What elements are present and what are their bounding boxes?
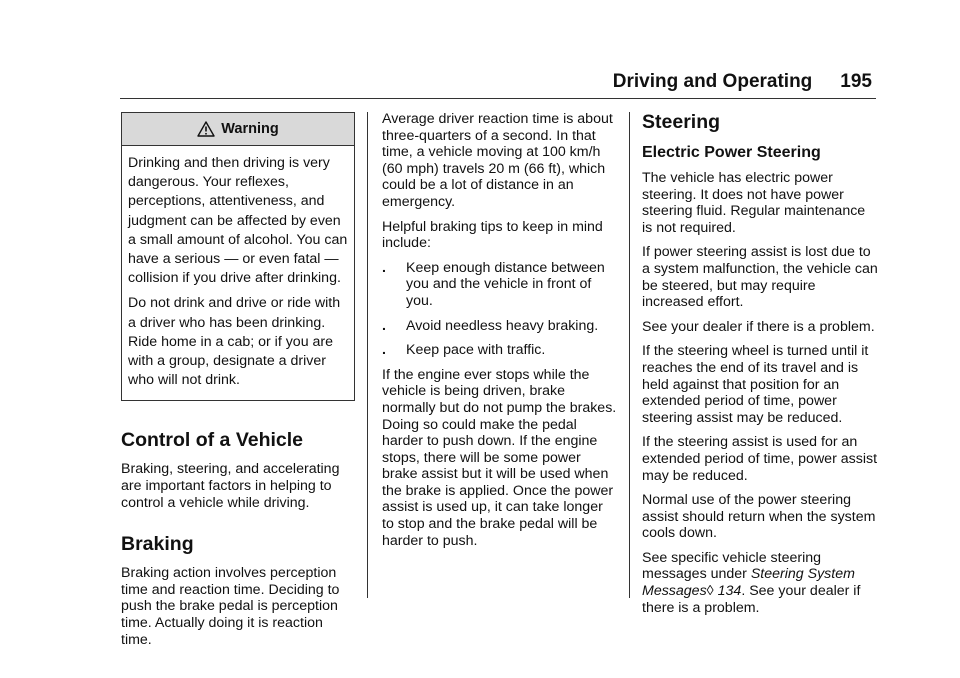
bullet-text: Keep pace with traffic. xyxy=(406,342,546,359)
steering-heading: Steering xyxy=(642,111,721,133)
page-number: 195 xyxy=(840,71,872,92)
control-paragraph: Braking, steering, and accelerating are important factors in helping to control a vehicle while driving. xyxy=(121,461,340,511)
warning-title: Warning xyxy=(221,120,279,137)
bullet-text: Keep enough distance between you and the vehicle in front of you. xyxy=(406,259,605,309)
list-item xyxy=(382,342,618,359)
header-rule xyxy=(120,98,876,99)
bullet-symbol: . xyxy=(382,317,386,334)
steering-system-messages-link[interactable]: Steering System Messages xyxy=(642,566,855,600)
column-1 xyxy=(121,112,357,656)
steering-paragraph-1: The vehicle has electric power steering. It does not have power steering fluid. Regular maintenance is not required. xyxy=(642,170,866,236)
steering-paragraph-6: Normal use of the power steering assist should return when the system cools down. xyxy=(642,492,876,542)
braking-paragraph-3: Helpful braking tips to keep in mind include: xyxy=(382,218,603,252)
column-3 xyxy=(642,111,878,624)
page-reference-number[interactable]: 134 xyxy=(717,583,742,600)
steering-paragraph-7 xyxy=(642,550,878,616)
list-item xyxy=(382,260,618,310)
steering-paragraph-3: See your dealer if there is a problem. xyxy=(642,318,875,335)
control-heading: Control of a Vehicle xyxy=(121,429,304,452)
column-divider-1 xyxy=(367,112,368,598)
page-header xyxy=(613,71,872,93)
steering-paragraph-2: If power steering assist is lost due to a system malfunction, the vehicle can be steered, but may require increased effort. xyxy=(642,244,878,311)
bullet-symbol: . xyxy=(382,259,386,276)
header-title: Driving and Operating xyxy=(612,71,813,92)
warning-header xyxy=(122,113,354,146)
warning-icon xyxy=(197,121,215,137)
steering-paragraph-5: If the steering assist is used for an extended period of time, power assist may be reduced. xyxy=(642,434,878,484)
power-steering-subheading: Electric Power Steering xyxy=(642,144,821,161)
column-divider-2 xyxy=(629,112,630,598)
braking-heading: Braking xyxy=(121,533,194,556)
braking-paragraph-1: Braking action involves perception time and reaction time. Deciding to push the brake pedal is perception time. Actually doing it is reaction time. xyxy=(121,565,340,648)
steering-p7-end: . See your dealer if there is a problem. xyxy=(642,583,861,616)
braking-paragraph-2: Average driver reaction time is about three-quarters of a second. In that time, a vehicle moving at 100 km/h (60 mph) travels 20 m (66 ft), which could be a lot of distance in an emergency. xyxy=(382,111,613,210)
braking-paragraph-4: If the engine ever stops while the vehicle is being driven, brake normally but do not pump the brakes. Doing so could make the pedal harder to push down. If the engine stops, there will be some power brake assist but it will be used when the brake is applied. Once the power assist is used up, it can take longer to stop and the brake pedal will be harder to push. xyxy=(382,366,617,549)
list-item xyxy=(382,318,618,335)
bullet-symbol: . xyxy=(382,342,386,359)
warning-paragraph-2: Do not drink and drive or ride with a driver who has been drinking. Ride home in a cab; or if you are with a group, designate a driver who will not drink. xyxy=(128,295,341,389)
warning-body xyxy=(122,146,354,400)
steering-paragraph-4: If the steering wheel is turned until it reaches the end of its travel and is held against that position for an extended period of time, power steering assist may be reduced. xyxy=(642,343,869,426)
steering-p7-start: See specific vehicle steering messages under xyxy=(642,549,822,583)
page-reference-icon: ◊ xyxy=(706,583,714,600)
bullet-text: Avoid needless heavy braking. xyxy=(406,317,599,334)
warning-box xyxy=(121,112,355,401)
warning-paragraph-1: Drinking and then driving is very dangerous. Your reflexes, perceptions, attentiveness, and judgment can be affected by even a small amount of alcohol. You can have a serious — or even fatal — collision if you drive after drinking. xyxy=(128,155,348,287)
column-2 xyxy=(382,111,618,557)
